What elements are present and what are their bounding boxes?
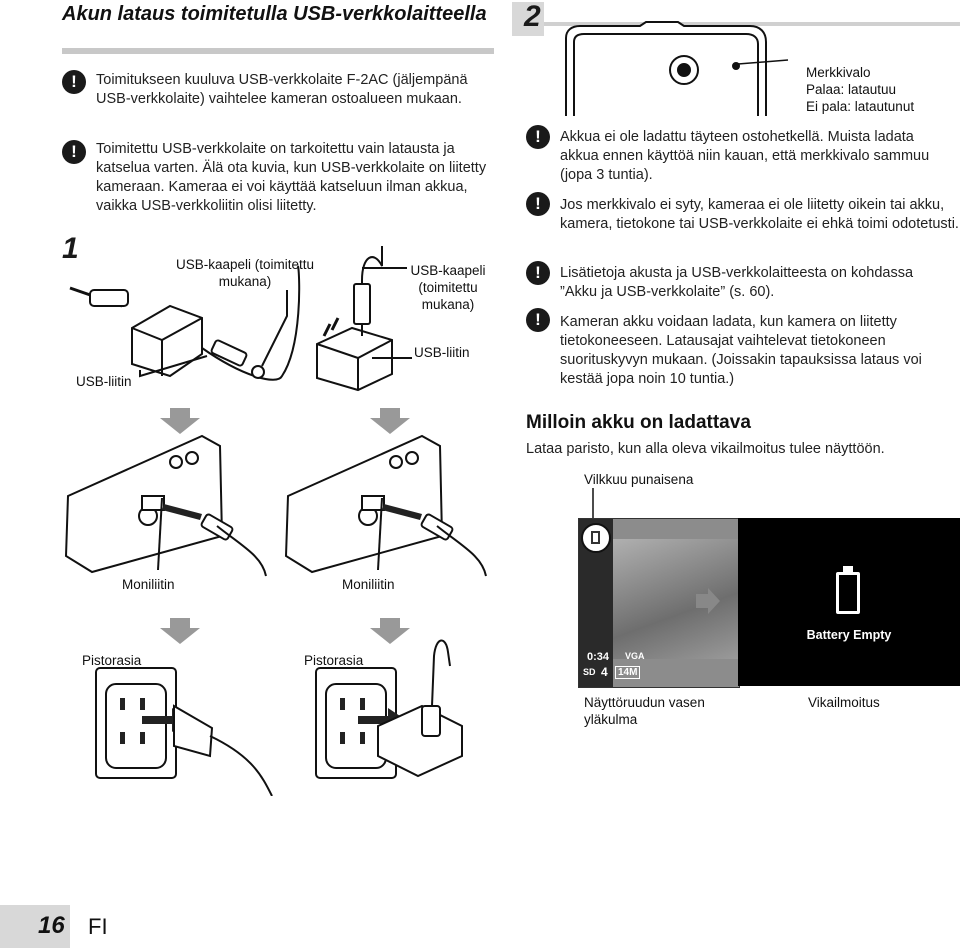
blink-label: Vilkkuu punaisena	[584, 472, 694, 487]
indicator-on: Palaa: latautuu	[806, 82, 897, 97]
outlet-label-left: Pistorasia	[82, 653, 142, 668]
screen-count: 4	[601, 665, 608, 679]
warning-icon: !	[62, 70, 86, 94]
connection-illustration	[62, 236, 512, 796]
step2-note-4: Kameran akku voidaan ladata, kun kamera on liitetty tietokoneeseen. Latausajat vaihtelevat tietokoneen suorituskyvyn mukaan. (Joissakin tapauksissa lataus voi kestää jopa noin 10 tuntia.)	[560, 314, 922, 387]
page-number: 16	[38, 912, 65, 939]
warning-icon: !	[62, 140, 86, 164]
usb-cable-label-left: USB-kaapeli (toimitettu mukana)	[175, 257, 315, 289]
screen-sd: SD	[583, 667, 596, 677]
section-title: Akun lataus toimitetulla USB-verkkolaitteella	[62, 3, 487, 25]
error-message: Battery Empty	[806, 628, 892, 642]
warning-icon: !	[526, 125, 550, 149]
usb-cable-label-right: USB-kaapeli (toimitettu mukana)	[410, 263, 486, 312]
language-code: FI	[88, 914, 108, 939]
indicator-title: Merkkivalo	[806, 65, 871, 80]
usb-connector-label-left: USB-liitin	[76, 374, 132, 389]
usb-connector-label-right: USB-liitin	[414, 345, 470, 360]
indicator-off: Ei pala: latautunut	[806, 99, 915, 114]
battery-blink-icon	[581, 523, 611, 553]
multiconnector-label-left: Moniliitin	[122, 577, 175, 592]
step-number-2: 2	[524, 0, 541, 33]
warning-icon: !	[526, 261, 550, 285]
caption-left: Näyttöruudun vasen yläkulma	[584, 695, 705, 727]
camera-top-illustration	[560, 20, 800, 120]
error-screen	[738, 518, 960, 686]
note-2: Toimitettu USB-verkkolaite on tarkoitettu vain latausta ja katselua varten. Älä ota kuvia, kun USB-verkkolaite on liitetty kameraan. Kameraa ei voi käyttää katseluun ilman akkua, vaikka USB-verkkoliitin olisi liitetty.	[96, 141, 487, 214]
warning-icon: !	[526, 308, 550, 332]
step2-note-3: Lisätietoja akusta ja USB-verkkolaitteesta on kohdassa ”Akku ja USB-verkkolaite” (s. 60).	[560, 265, 914, 300]
caption-right: Vikailmoitus	[808, 695, 880, 710]
title-underline	[62, 48, 494, 54]
outlet-label-right: Pistorasia	[304, 653, 364, 668]
warning-icon: !	[526, 192, 550, 216]
note-1: Toimitukseen kuuluva USB-verkkolaite F-2AC (jäljempänä USB-verkkolaite) vaihtelee kameran ostoalueen mukaan.	[96, 72, 468, 107]
blink-pointer	[588, 488, 598, 518]
step2-note-1: Akkua ei ole ladattu täyteen ostohetkellä. Muista ladata akkua ennen käyttöä niin kauan, että merkkivalo sammuu (jopa 3 tuntia).	[560, 129, 930, 183]
screen-vga: VGA	[625, 651, 645, 661]
screen-time: 0:34	[587, 651, 610, 663]
battery-terminal	[843, 566, 853, 572]
battery-empty-icon	[836, 572, 860, 614]
step2-note-2: Jos merkkivalo ei syty, kameraa ei ole liitetty oikein tai akku, kamera, tietokone tai USB-verkkolaite ei ehkä toimi odotetusti.	[560, 197, 959, 232]
multiconnector-label-right: Moniliitin	[342, 577, 395, 592]
right-arrow-icon	[694, 586, 724, 616]
step-number-1: 1	[62, 232, 79, 265]
when-to-charge-heading: Milloin akku on ladattava	[526, 412, 751, 433]
screen-size: 14M	[615, 666, 640, 679]
when-to-charge-intro: Lataa paristo, kun alla oleva vikailmoitus tulee näyttöön.	[526, 441, 885, 457]
